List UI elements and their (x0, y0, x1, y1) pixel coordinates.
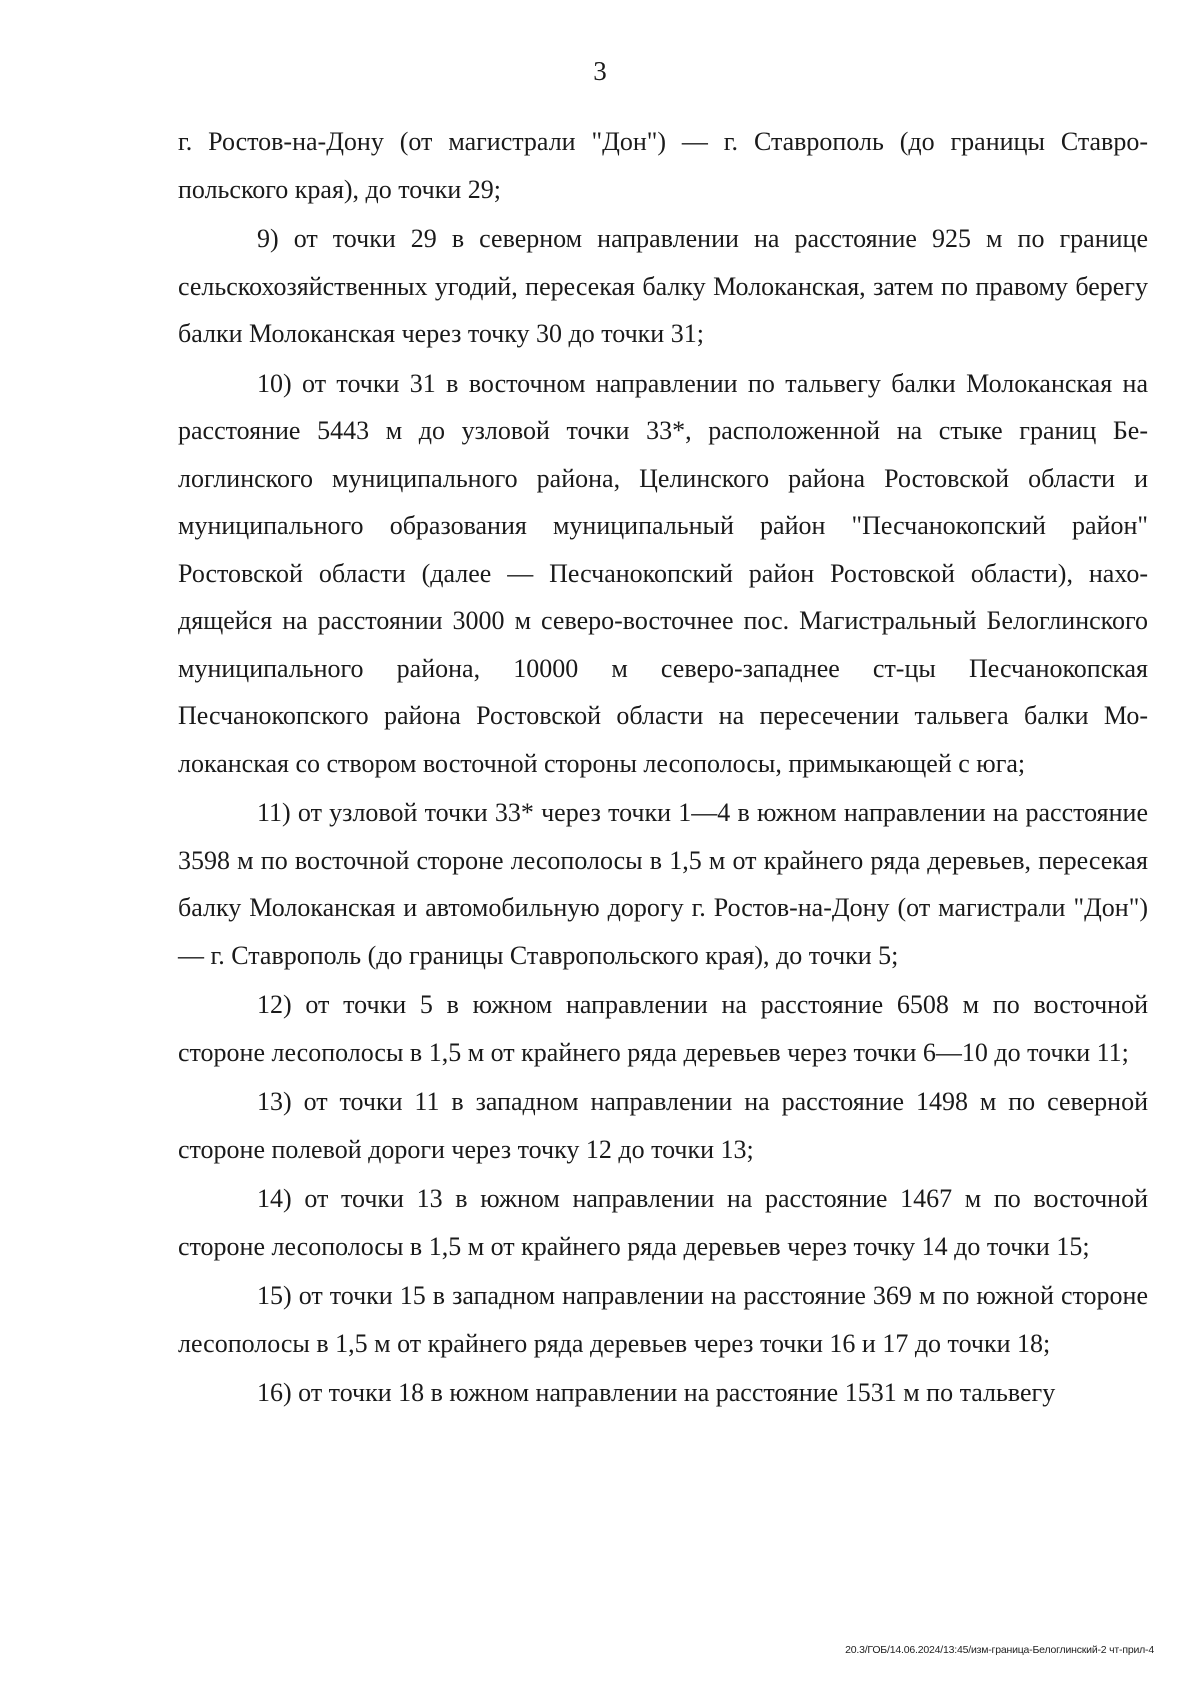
paragraph-item-12: 12) от точки 5 в южном направлении на расстояние 6508 м по восточной стороне лесополосы в 1,5 м от крайнего ряда деревьев через точки 6—10 до точки 11; (178, 990, 1148, 1067)
paragraph-item-16: 16) от точки 18 в южном направлении на расстояние 1531 м по тальвегу (257, 1378, 1056, 1407)
paragraph-item-13: 13) от точки 11 в западном направлении на расстояние 1498 м по северной стороне полевой дороги через точку 12 до точки 13; (178, 1087, 1148, 1164)
paragraph-continuation: г. Ростов-на-Дону (от магистрали "Дон") — г. Ставрополь (до границы Ставропольского края), до точки 29; (178, 127, 1148, 204)
paragraph-item-11: 11) от узловой точки 33* через точки 1—4 в южном направлении на расстояние 3598 м по восточной стороне лесополосы в 1,5 м от крайнего ряда деревьев, пересекая балку Молоканская и автомобильную дорогу г. Ростов-на-Дону (от магистрали "Дон") — г. Ставрополь (до границы Ставропольского края), до точки 5; (178, 798, 1148, 970)
paragraph-item-15: 15) от точки 15 в западном направлении на расстояние 369 м по южной стороне лесополосы в 1,5 м от крайнего ряда деревьев через точки 16 и 17 до точки 18; (178, 1281, 1148, 1358)
paragraph-item-10: 10) от точки 31 в восточном направлении по тальвегу балки Молоканская на расстояние 5443 м до узловой точки 33*, расположенной на стыке границ Белоглинского муниципального района, Целинского района Ростовской области и муниципального образования муниципальный район "Песчанокопский район" Ростовской области (далее — Песчанокопский район Ростовской области), находящейся на расстоянии 3000 м северо-восточнее пос. Магистральный Белоглинского муниципального района, 10000 м северо-западнее ст-цы Песчанокопская Песчанокопского района Ростовской области на пересечении тальвега балки Молоканская со створом восточной стороны лесополосы, примыкающей с юга; (178, 368, 1148, 778)
page-number: 3 (593, 56, 607, 86)
document-body (178, 118, 1148, 1419)
paragraph-item-14: 14) от точки 13 в южном направлении на расстояние 1467 м по восточной стороне лесополосы в 1,5 м от крайнего ряда деревьев через точку 14 до точки 15; (178, 1184, 1148, 1261)
paragraph-item-9: 9) от точки 29 в северном направлении на расстояние 925 м по границе сельскохозяйственных угодий, пересекая балку Молоканская, затем по правому берегу балки Молоканская через точку 30 до точки 31; (178, 224, 1148, 348)
document-footer-reference: 20.3/ГОБ/14.06.2024/13:45/изм-граница-Белоглинский-2 чт-прил-4 (845, 1644, 1154, 1656)
